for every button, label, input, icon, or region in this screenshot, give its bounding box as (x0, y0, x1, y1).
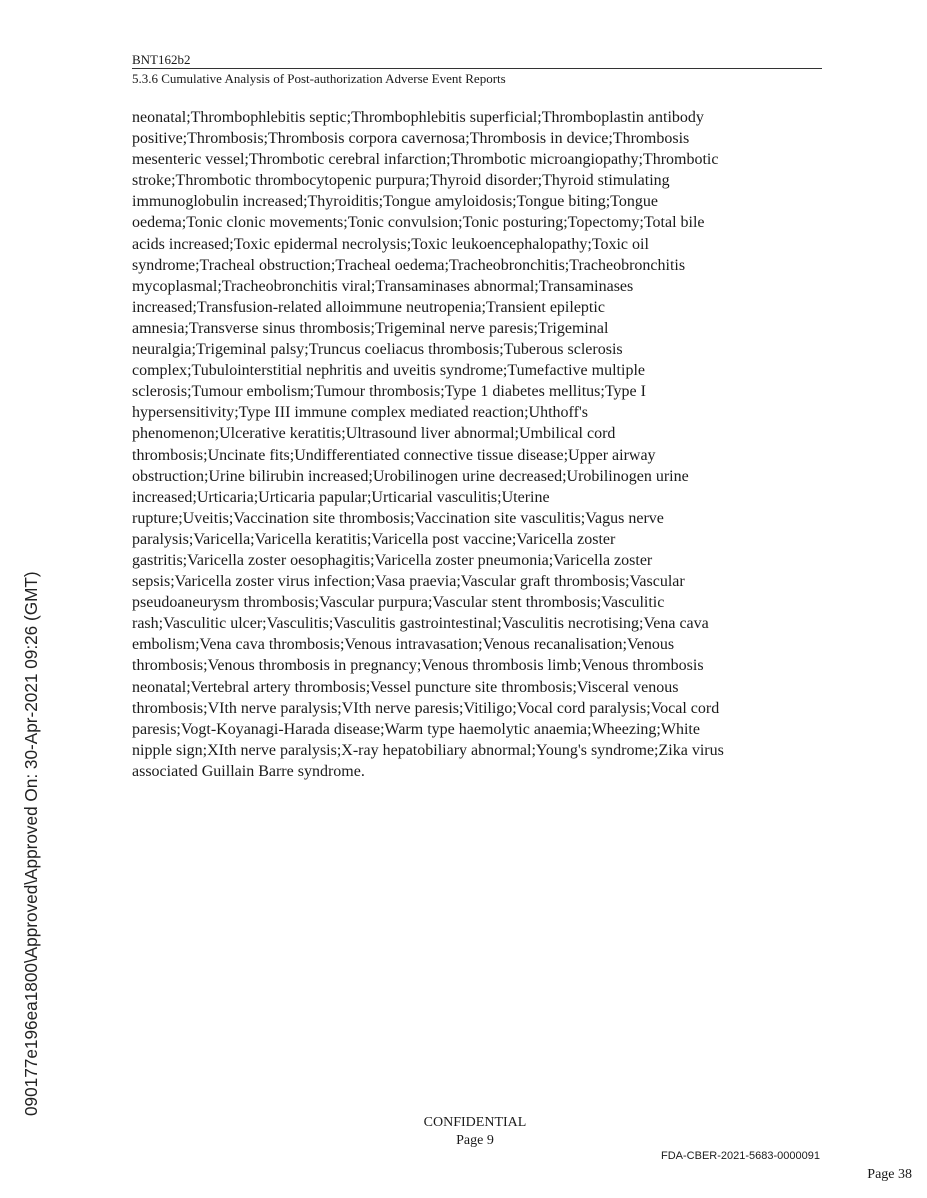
header-title: BNT162b2 (132, 52, 191, 67)
body-line: embolism;Vena cava thrombosis;Venous intravasation;Venous recanalisation;Venous (132, 636, 675, 654)
body-line: increased;Urticaria;Urticaria papular;Urticarial vasculitis;Uterine (132, 488, 550, 506)
body-line: nipple sign;XIth nerve paralysis;X-ray hepatobiliary abnormal;Young's syndrome;Zika virus (132, 741, 724, 759)
body-line: neuralgia;Trigeminal palsy;Truncus coeliacus thrombosis;Tuberous sclerosis (132, 341, 623, 359)
body-line: acids increased;Toxic epidermal necrolysis;Toxic leukoencephalopathy;Toxic oil (132, 235, 649, 253)
body-line: mycoplasmal;Tracheobronchitis viral;Transaminases abnormal;Transaminases (132, 277, 634, 295)
body-line: thrombosis;VIth nerve paralysis;VIth nerve paresis;Vitiligo;Vocal cord paralysis;Vocal cord (132, 699, 720, 717)
body-line: obstruction;Urine bilirubin increased;Urobilinogen urine decreased;Urobilinogen urine (132, 467, 689, 485)
body-line: pseudoaneurysm thrombosis;Vascular purpura;Vascular stent thrombosis;Vasculitic (132, 594, 665, 612)
approval-watermark: 090177e196ea1800\Approved\Approved On: 30-Apr-2021 09:26 (GMT) (21, 571, 41, 1116)
header-divider (132, 68, 822, 69)
footer-confidential: CONFIDENTIAL (423, 1115, 527, 1130)
body-line: amnesia;Transverse sinus thrombosis;Trigeminal nerve paresis;Trigeminal (132, 319, 609, 337)
footer-outer-page-number: Page 38 (867, 1167, 912, 1182)
footer-document-id: FDA-CBER-2021-5683-0000091 (661, 1150, 820, 1162)
body-line: stroke;Thrombotic thrombocytopenic purpura;Thyroid disorder;Thyroid stimulating (132, 172, 670, 190)
body-line: immunoglobulin increased;Thyroiditis;Tongue amyloidosis;Tongue biting;Tongue (132, 193, 658, 211)
header-subtitle: 5.3.6 Cumulative Analysis of Post-authorization Adverse Event Reports (132, 71, 506, 86)
body-line: mesenteric vessel;Thrombotic cerebral infarction;Thrombotic microangiopathy;Thrombotic (132, 151, 719, 169)
body-line: paresis;Vogt-Koyanagi-Harada disease;Warm type haemolytic anaemia;Wheezing;White (132, 720, 700, 738)
body-line: gastritis;Varicella zoster oesophagitis;Varicella zoster pneumonia;Varicella zoster (132, 551, 653, 569)
body-line: neonatal;Vertebral artery thrombosis;Vessel puncture site thrombosis;Visceral venous (132, 678, 679, 696)
body-line: increased;Transfusion-related alloimmune neutropenia;Transient epileptic (132, 298, 605, 316)
body-line: paralysis;Varicella;Varicella keratitis;Varicella post vaccine;Varicella zoster (132, 530, 616, 548)
body-paragraph (132, 107, 822, 782)
body-line: positive;Thrombosis;Thrombosis corpora cavernosa;Thrombosis in device;Thrombosis (132, 130, 690, 148)
body-line: associated Guillain Barre syndrome. (132, 762, 365, 780)
body-line: thrombosis;Uncinate fits;Undifferentiated connective tissue disease;Upper airway (132, 446, 656, 464)
body-line: thrombosis;Venous thrombosis in pregnancy;Venous thrombosis limb;Venous thrombosis (132, 657, 704, 675)
body-line: neonatal;Thrombophlebitis septic;Thrombophlebitis superficial;Thromboplastin antibody (132, 109, 704, 126)
body-line: oedema;Tonic clonic movements;Tonic convulsion;Tonic posturing;Topectomy;Total bile (132, 214, 705, 232)
body-line: sepsis;Varicella zoster virus infection;Vasa praevia;Vascular graft thrombosis;Vascular (132, 573, 685, 591)
body-line: phenomenon;Ulcerative keratitis;Ultrasound liver abnormal;Umbilical cord (132, 425, 616, 443)
footer-page-number: Page 9 (456, 1133, 494, 1148)
body-line: sclerosis;Tumour embolism;Tumour thrombosis;Type 1 diabetes mellitus;Type I (132, 383, 646, 401)
body-line: complex;Tubulointerstitial nephritis and uveitis syndrome;Tumefactive multiple (132, 362, 645, 380)
body-line: syndrome;Tracheal obstruction;Tracheal oedema;Tracheobronchitis;Tracheobronchitis (132, 256, 686, 274)
body-line: hypersensitivity;Type III immune complex mediated reaction;Uhthoff's (132, 404, 589, 422)
body-line: rupture;Uveitis;Vaccination site thrombosis;Vaccination site vasculitis;Vagus nerve (132, 509, 664, 527)
body-line: rash;Vasculitic ulcer;Vasculitis;Vasculitis gastrointestinal;Vasculitis necrotising;Vena cava (132, 615, 709, 633)
